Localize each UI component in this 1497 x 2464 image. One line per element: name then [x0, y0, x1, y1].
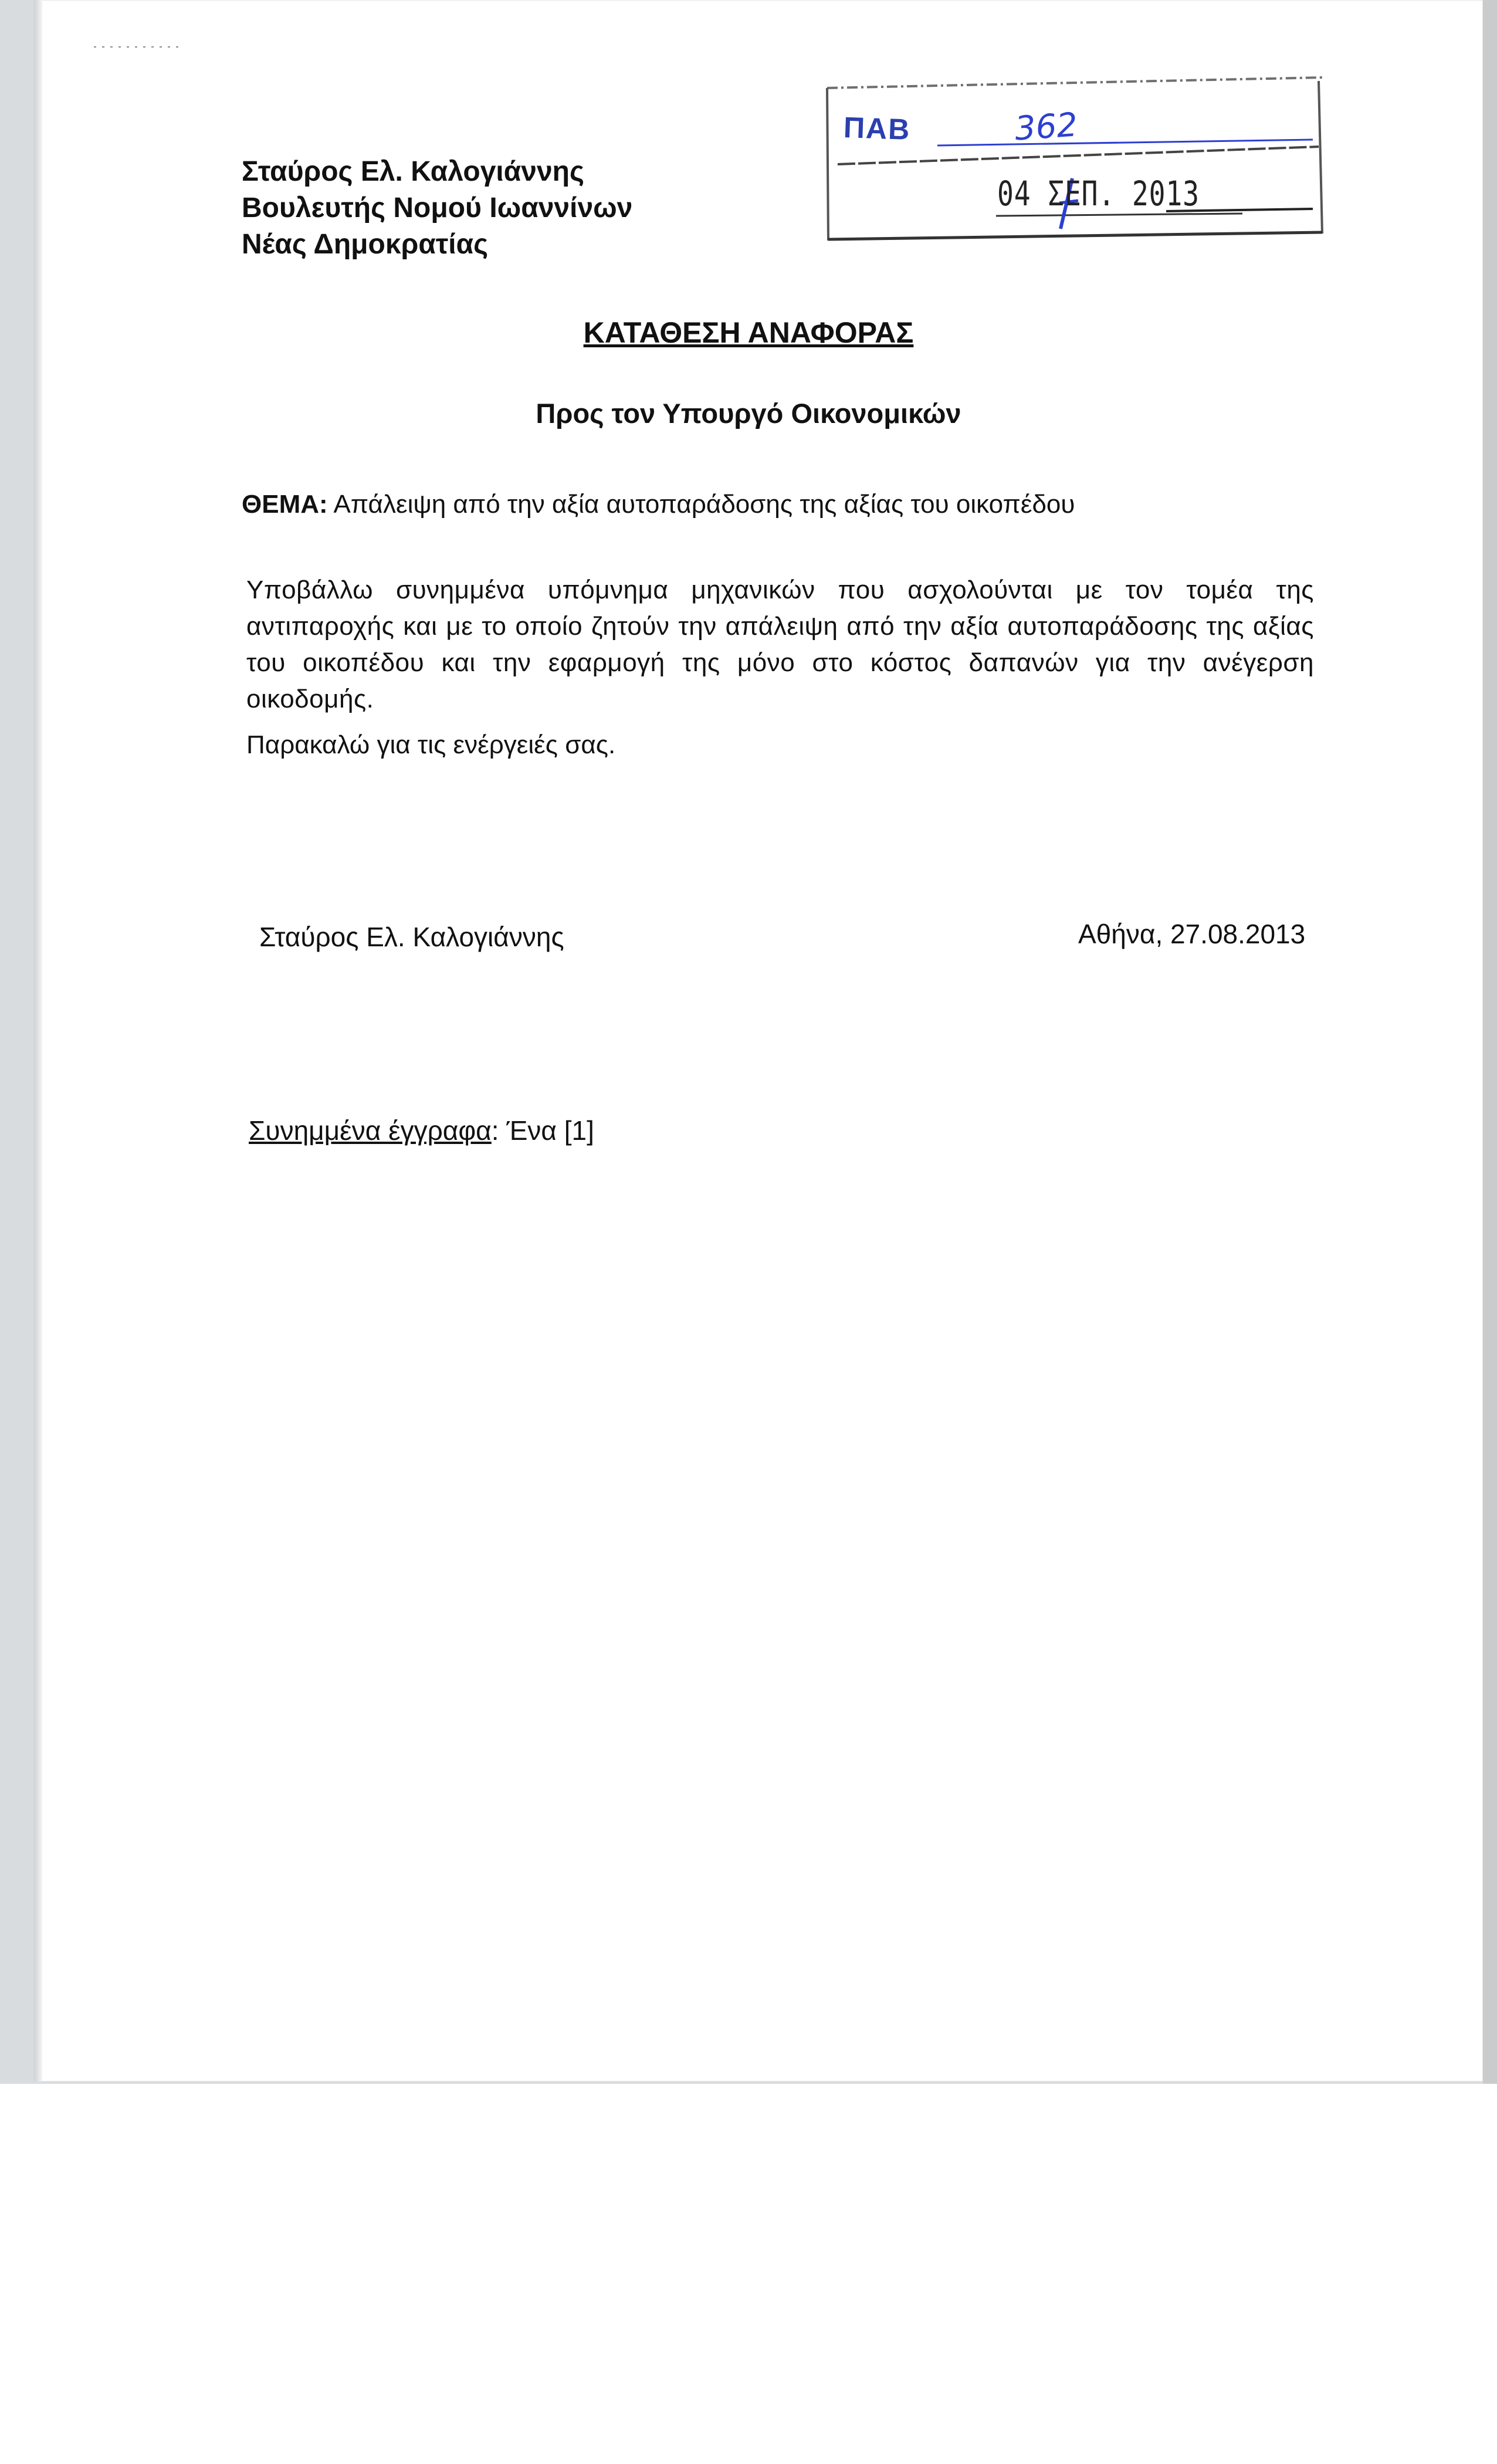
stamp-date: 04 ΣΕΠ. 2013	[997, 174, 1200, 214]
document-page	[34, 0, 1483, 2081]
stamp-number: 362	[1013, 106, 1079, 148]
body-paragraph: Υποβάλλω συνημμένα υπόμνημα μηχανικών που ασχολούνται με τον τομέα της αντιπαροχής και με το οποίο ζητούν την απάλειψη από την αξία αυτοπαράδοσης της αξίας του οικοπέδου και την εφαρμογή της μόνο στο κόστος δαπανών για την ανέγερση οικοδομής.	[246, 576, 1314, 713]
stamp-frame	[820, 65, 1325, 252]
scan-artifact-mark	[94, 46, 182, 48]
stamp-label: ΠΑΒ	[843, 111, 912, 146]
author-block	[242, 154, 632, 263]
author-party: Νέας Δημοκρατίας	[242, 229, 489, 260]
place-date: Αθήνα, 27.08.2013	[1078, 919, 1306, 949]
page-edge-shadow	[34, 0, 42, 2081]
subject-text: Απάλειψη από την αξία αυτοπαράδοσης της αξίας του οικοπέδου	[333, 490, 1075, 519]
recipient-line: Προς τον Υπουργό Οικονομικών	[536, 398, 961, 429]
signature-name: Σταύρος Ελ. Καλογιάννης	[259, 922, 564, 952]
scanner-edge	[1483, 0, 1497, 2084]
closing-line: Παρακαλώ για τις ενέργειές σας.	[246, 730, 616, 759]
subject-line	[242, 490, 1075, 519]
author-role: Βουλευτής Νομού Ιωαννίνων	[242, 192, 633, 224]
document-title: ΚΑΤΑΘΕΣΗ ΑΝΑΦΟΡΑΣ	[583, 316, 914, 349]
attachments-line	[249, 1115, 594, 1146]
protocol-stamp	[820, 65, 1325, 252]
attachments-value: : Ένα [1]	[491, 1115, 594, 1146]
subject-label: ΘΕΜΑ:	[242, 490, 328, 519]
attachments-label: Συνημμένα έγγραφα	[249, 1115, 492, 1146]
author-name: Σταύρος Ελ. Καλογιάννης	[242, 156, 584, 187]
